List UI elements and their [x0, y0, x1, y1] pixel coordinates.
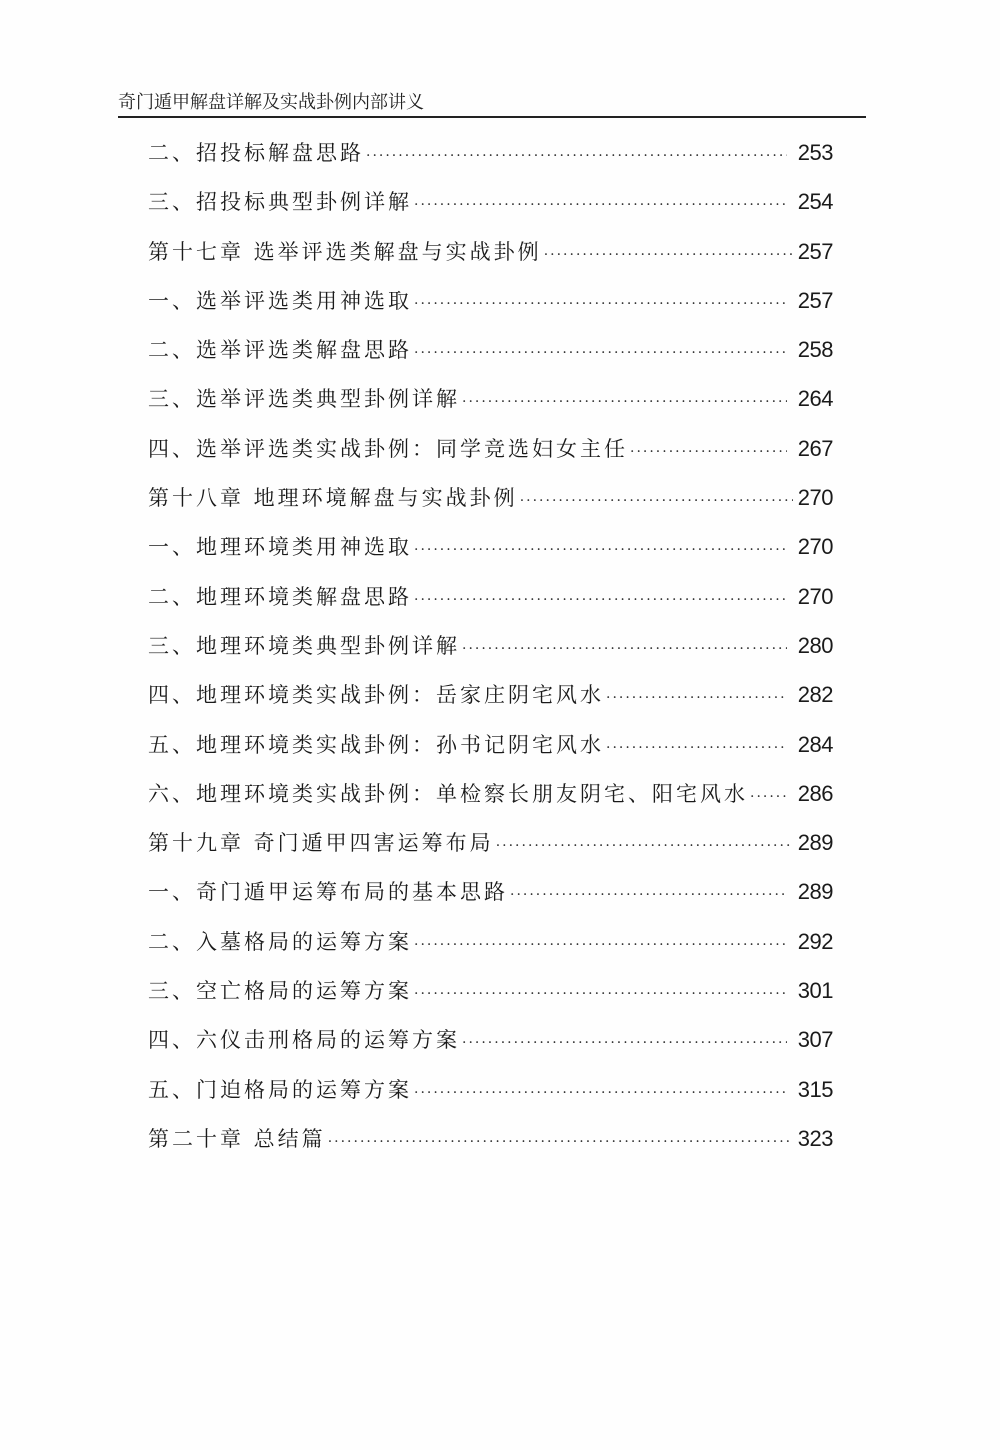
- dot-leader: [544, 235, 793, 275]
- toc-entry-page: 301: [797, 978, 833, 1004]
- toc-entry-title: 第十七章 选举评选类解盘与实战卦例: [148, 239, 542, 264]
- dot-leader: [510, 875, 787, 915]
- toc-entry-title: 四、选举评选类实战卦例：同学竞选妇女主任: [148, 436, 628, 461]
- toc-entry-title: 三、选举评选类典型卦例详解: [148, 387, 460, 412]
- toc-entry[interactable]: [148, 133, 833, 182]
- toc-entry-title: 一、地理环境类用神选取: [148, 535, 412, 560]
- toc-entry-page: 282: [797, 682, 833, 708]
- toc-entry-page: 323: [797, 1125, 833, 1151]
- dot-leader: [328, 1122, 793, 1162]
- toc-entry-title: 五、门迫格局的运筹方案: [148, 1077, 412, 1102]
- toc-entry[interactable]: [148, 527, 833, 576]
- toc-entry-title: 二、招投标解盘思路: [148, 141, 364, 165]
- toc-entry[interactable]: [148, 1020, 833, 1069]
- toc-entry[interactable]: [148, 922, 833, 971]
- toc-entry-title: 四、六仪击刑格局的运筹方案: [148, 1028, 460, 1053]
- toc-entry-page: 254: [797, 189, 833, 215]
- toc-entry[interactable]: [148, 182, 833, 231]
- toc-entry-title: 第十八章 地理环境解盘与实战卦例: [148, 486, 518, 511]
- toc-entry-page: 286: [797, 780, 833, 806]
- toc-entry-title: 六、地理环境类实战卦例：单检察长朋友阴宅、阳宅风水: [148, 781, 748, 806]
- toc-entry[interactable]: [148, 725, 833, 774]
- dot-leader: [606, 728, 787, 768]
- toc-chapter-entry[interactable]: [148, 1119, 833, 1168]
- toc-chapter-entry[interactable]: [148, 823, 833, 872]
- table-of-contents: [148, 133, 833, 1168]
- toc-entry-page: 284: [797, 731, 833, 757]
- toc-entry-page: 267: [797, 435, 833, 461]
- toc-entry-page: 257: [797, 238, 833, 264]
- toc-entry[interactable]: [148, 971, 833, 1020]
- toc-entry-title: 一、奇门遁甲运筹布局的基本思路: [148, 880, 508, 905]
- toc-entry[interactable]: [148, 675, 833, 724]
- toc-entry-page: 307: [797, 1027, 833, 1053]
- toc-entry[interactable]: [148, 429, 833, 478]
- toc-entry-page: 315: [797, 1076, 833, 1102]
- dot-leader: [750, 777, 787, 817]
- toc-entry-page: 270: [797, 534, 833, 560]
- toc-entry[interactable]: [148, 626, 833, 675]
- dot-leader: [414, 530, 787, 570]
- toc-entry[interactable]: [148, 872, 833, 921]
- toc-entry-title: 五、地理环境类实战卦例：孙书记阴宅风水: [148, 732, 604, 757]
- toc-entry[interactable]: [148, 1070, 833, 1119]
- toc-entry-page: 258: [797, 337, 833, 363]
- toc-entry-page: 280: [797, 632, 833, 658]
- toc-entry-title: 二、选举评选类解盘思路: [148, 338, 412, 363]
- dot-leader: [462, 629, 787, 669]
- toc-entry-page: 257: [797, 287, 833, 313]
- toc-entry-page: 264: [797, 386, 833, 412]
- header-rule: [118, 116, 866, 118]
- dot-leader: [414, 925, 787, 965]
- dot-leader: [414, 284, 787, 324]
- dot-leader: [414, 1073, 787, 1113]
- toc-entry-title: 第十九章 奇门遁甲四害运筹布局: [148, 831, 494, 856]
- toc-chapter-entry[interactable]: [148, 478, 833, 527]
- toc-entry-page: 289: [797, 830, 833, 856]
- toc-entry-title: 三、地理环境类典型卦例详解: [148, 633, 460, 658]
- toc-chapter-entry[interactable]: [148, 232, 833, 281]
- toc-entry[interactable]: [148, 330, 833, 379]
- toc-entry[interactable]: [148, 379, 833, 428]
- toc-entry[interactable]: [148, 774, 833, 823]
- toc-entry-title: 二、入墓格局的运筹方案: [148, 929, 412, 954]
- dot-leader: [366, 136, 787, 176]
- dot-leader: [414, 185, 787, 225]
- dot-leader: [414, 580, 787, 620]
- toc-entry[interactable]: [148, 281, 833, 330]
- toc-entry-title: 四、地理环境类实战卦例：岳家庄阴宅风水: [148, 683, 604, 708]
- toc-entry-title: 第二十章 总结篇: [148, 1126, 326, 1151]
- dot-leader: [414, 974, 787, 1014]
- dot-leader: [462, 382, 787, 422]
- toc-entry[interactable]: [148, 577, 833, 626]
- dot-leader: [520, 481, 793, 521]
- dot-leader: [606, 678, 787, 718]
- toc-entry-page: 292: [797, 928, 833, 954]
- dot-leader: [496, 826, 793, 866]
- dot-leader: [414, 333, 787, 373]
- running-header: 奇门遁甲解盘详解及实战卦例内部讲义: [118, 92, 424, 113]
- toc-entry-title: 二、地理环境类解盘思路: [148, 584, 412, 609]
- toc-entry-page: 253: [797, 140, 833, 165]
- toc-entry-title: 三、招投标典型卦例详解: [148, 190, 412, 215]
- dot-leader: [462, 1023, 787, 1063]
- toc-entry-title: 一、选举评选类用神选取: [148, 288, 412, 313]
- toc-entry-page: 289: [797, 879, 833, 905]
- toc-entry-page: 270: [797, 485, 833, 511]
- toc-entry-page: 270: [797, 583, 833, 609]
- toc-entry-title: 三、空亡格局的运筹方案: [148, 979, 412, 1004]
- dot-leader: [630, 432, 787, 472]
